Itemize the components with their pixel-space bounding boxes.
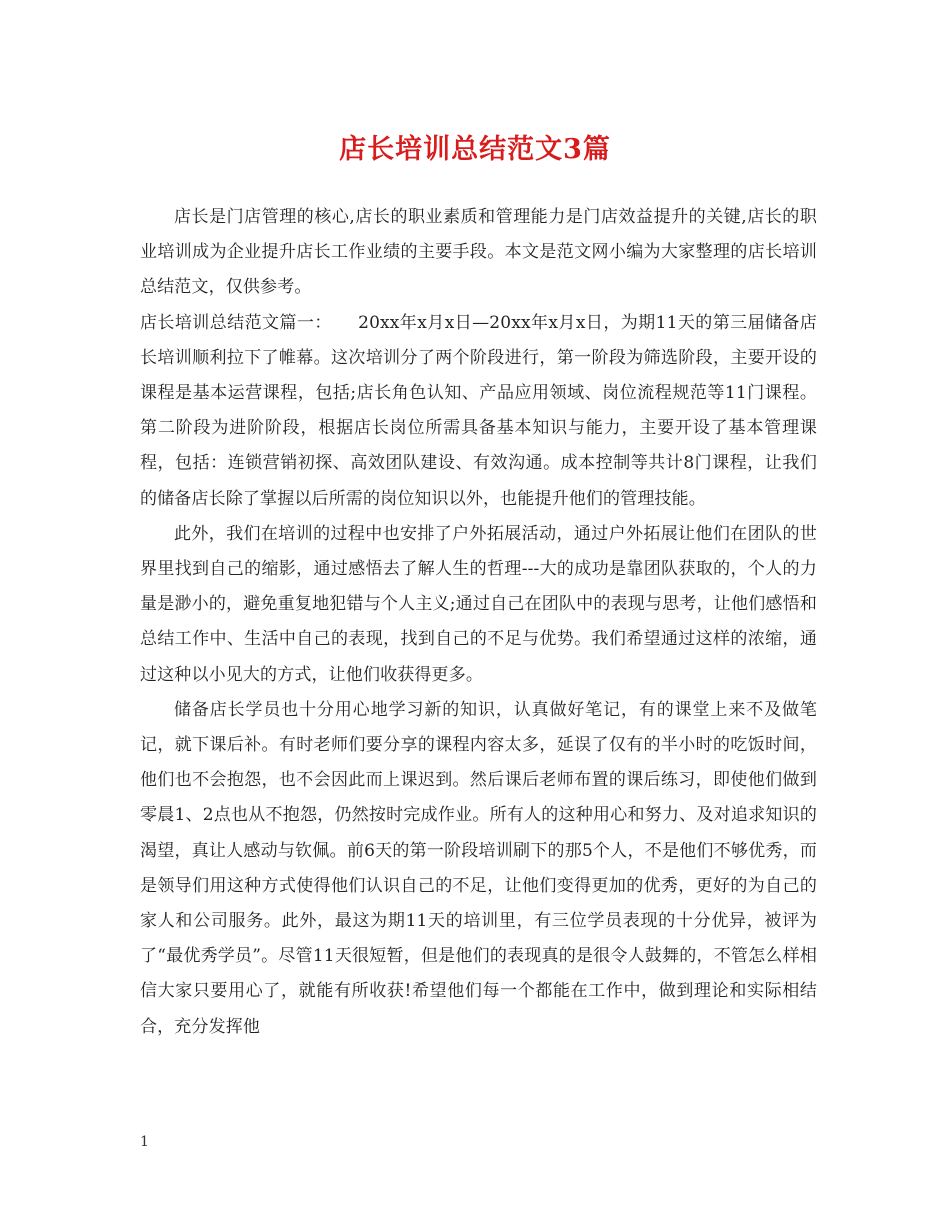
paragraph-article-one: 店长培训总结范文篇一： 20xx年x月x日—20xx年x月x日，为期11天的第三届储备店长培训顺利拉下了帷幕。这次培训分了两个阶段进行，第一阶段为筛选阶段，主要开设的课程是基本运营课程，包括;店长角色认知、产品应用领域、岗位流程规范等11门课程。第二阶段为进阶阶段，根据店长岗位所需具备基本知识与能力，主要开设了基本管理课程，包括：连锁营销初探、高效团队建设、有效沟通。成本控制等共计8门课程，让我们的储备店长除了掌握以后所需的岗位知识以外，也能提升他们的管理技能。 — [140, 312, 817, 509]
paragraph-outdoor-activity: 此外，我们在培训的过程中也安排了户外拓展活动，通过户外拓展让他们在团队的世界里找到自己的缩影，通过感悟去了解人生的哲理---大的成功是靠团队获取的，个人的力量是渺小的，避免重复地犯错与个人主义;通过自己在团队中的表现与思考，让他们感悟和总结工作中、生活中自己的表现，找到自己的不足与优势。我们希望通过这样的浓缩，通过这种以小见大的方式，让他们收获得更多。 — [140, 523, 817, 685]
document-body — [140, 200, 817, 1045]
paragraph-intro: 店长是门店管理的核心,店长的职业素质和管理能力是门店效益提升的关键,店长的职业培训成为企业提升店长工作业绩的主要手段。本文是范文网小编为大家整理的店长培训总结范文，仅供参考。 — [140, 207, 817, 298]
page-number: 1 — [140, 1134, 149, 1150]
paragraph-trainees: 储备店长学员也十分用心地学习新的知识，认真做好笔记，有的课堂上来不及做笔记，就下课后补。有时老师们要分享的课程内容太多，延误了仅有的半小时的吃饭时间，他们也不会抱怨，也不会因此而上课迟到。然后课后老师布置的课后练习，即使他们做到零晨1、2点也从不抱怨，仍然按时完成作业。所有人的这种用心和努力、及对追求知识的渴望，真让人感动与钦佩。前6天的第一阶段培训刷下的那5个人，不是他们不够优秀，而是领导们用这种方式使得他们认识自己的不足，让他们变得更加的优秀，更好的为自己的家人和公司服务。此外，最这为期11天的培训里，有三位学员表现的十分优异，被评为了“最优秀学员”。尽管11天很短暂，但是他们的表现真的是很令人鼓舞的，不管怎么样相信大家只要用心了，就能有所收获!希望他们每一个都能在工作中，做到理论和实际相结合，充分发挥他 — [140, 699, 817, 1037]
document-title: 店长培训总结范文3篇 — [339, 134, 611, 165]
